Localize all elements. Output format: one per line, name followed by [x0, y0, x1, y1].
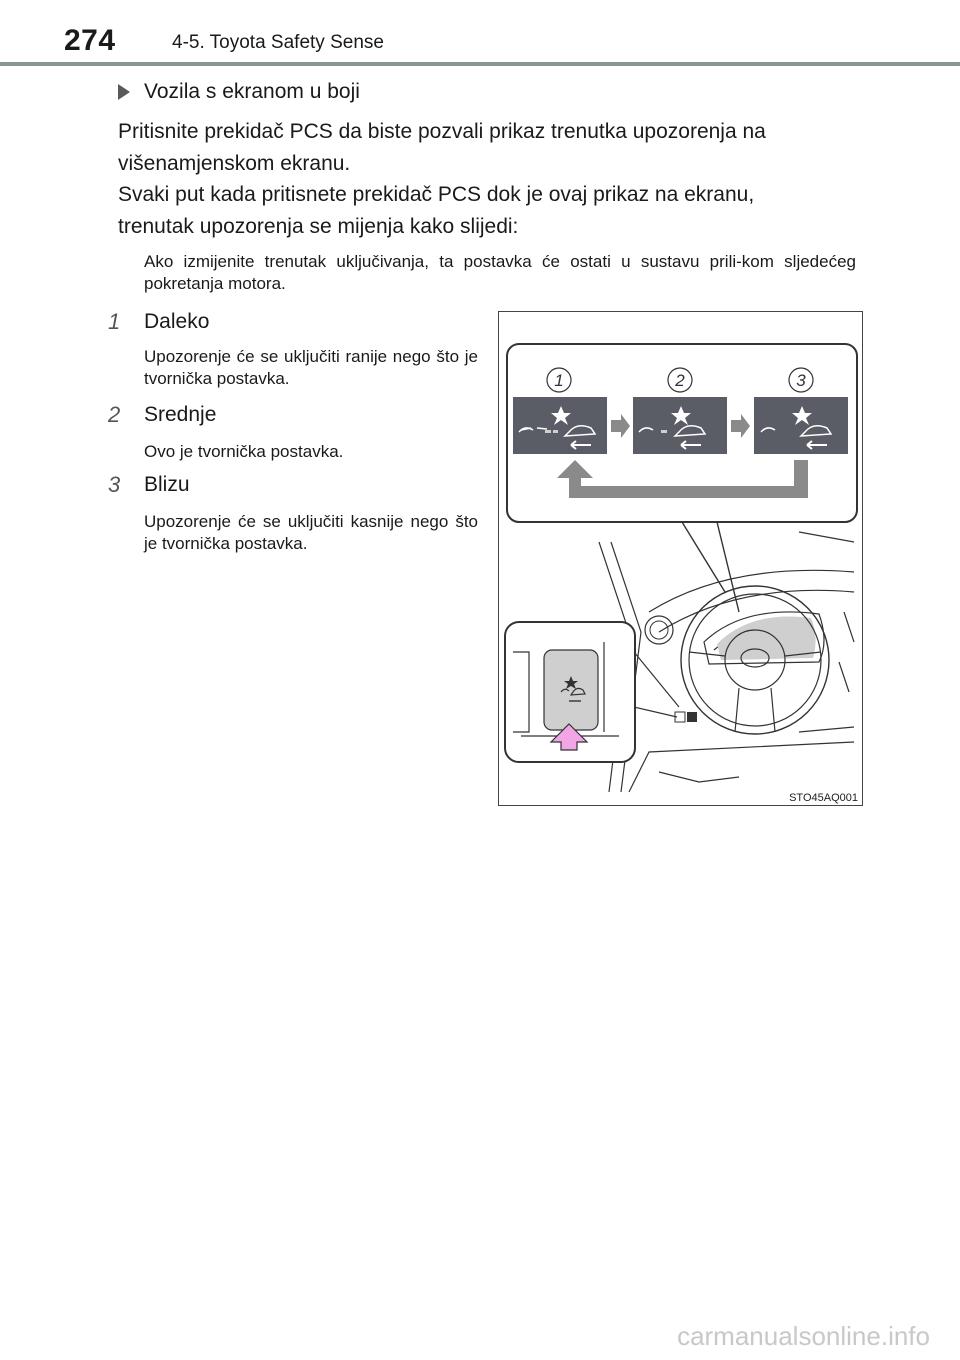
paragraph-1-line-1: Pritisnite prekidač PCS da biste pozvali prikaz trenutka upozorenja na — [118, 120, 766, 143]
item-title-blizu: Blizu — [144, 473, 190, 496]
callout-1: 1 — [554, 371, 564, 390]
figure-code: STO45AQ001 — [789, 792, 858, 804]
section-title: 4-5. Toyota Safety Sense — [172, 32, 384, 53]
paragraph-2-line-1: Svaki put kada pritisnete prekidač PCS dok je ovaj prikaz na ekranu, — [118, 183, 755, 206]
figure-illustration — [498, 311, 863, 806]
callout-3: 3 — [796, 371, 806, 390]
item-number-1: 1 — [108, 309, 121, 334]
item-title-daleko: Daleko — [144, 310, 210, 333]
paragraph-2-line-2: trenutak upozorenja se mijenja kako slijedi: — [118, 215, 519, 238]
item-title-srednje: Srednje — [144, 403, 217, 426]
figure-drawing — [499, 312, 862, 805]
zoom-pointer — [634, 652, 679, 717]
display-screen-2 — [633, 397, 727, 454]
header-divider — [0, 62, 960, 66]
item-number-3: 3 — [108, 472, 121, 497]
watermark: carmanualsonline.info — [677, 1321, 930, 1351]
paragraph-1-line-2: višenamjenskom ekranu. — [118, 152, 351, 175]
item-desc-daleko: Upozorenje će se uključiti ranije nego što je tvornička postavka. — [144, 347, 478, 388]
item-desc-srednje: Ovo je tvornička postavka. — [144, 442, 344, 461]
item-desc-blizu: Upozorenje će se uključiti kasnije nego što je tvornička postavka. — [144, 512, 478, 553]
bullet-triangle-icon — [118, 84, 130, 100]
steering-wheel — [681, 586, 829, 734]
air-vent — [645, 616, 673, 644]
callout-2: 2 — [675, 371, 685, 390]
pcs-switch — [544, 650, 598, 730]
bullet-text: Vozila s ekranom u boji — [144, 80, 360, 103]
item-number-2: 2 — [108, 402, 121, 427]
page-header — [0, 0, 960, 66]
page-number: 274 — [64, 24, 116, 57]
note-text: Ako izmijenite trenutak uključivanja, ta postavka će ostati u sustavu prili-kom sljedećeg pokretanja motora. — [144, 252, 856, 293]
display-screen-1 — [513, 397, 607, 454]
paragraph-1 — [118, 116, 858, 180]
display-screen-3 — [754, 397, 848, 454]
bullet-heading — [118, 80, 360, 104]
paragraph-2 — [118, 179, 858, 243]
